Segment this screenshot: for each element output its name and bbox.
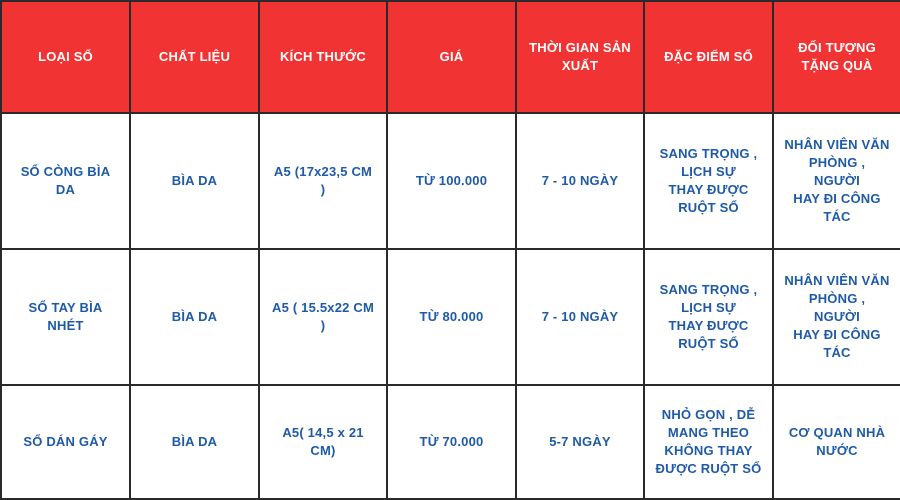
- cell-size: A5 (17x23,5 CM ): [259, 113, 387, 249]
- cell-material: BÌA DA: [130, 385, 259, 499]
- cell-price: TỪ 80.000: [387, 249, 516, 385]
- table-row: [1, 385, 900, 499]
- table-row: [1, 113, 900, 249]
- cell-material: BÌA DA: [130, 249, 259, 385]
- cell-notebook-type: SỔ TAY BÌA NHÉT: [1, 249, 130, 385]
- cell-gift-recipient: CƠ QUAN NHÀ NƯỚC: [773, 385, 900, 499]
- cell-notebook-type: SỔ CÒNG BÌA DA: [1, 113, 130, 249]
- table-header-row: [1, 1, 900, 113]
- header-features: ĐẶC ĐIỂM SỔ: [644, 1, 773, 113]
- cell-features: SANG TRỌNG , LỊCH SỰ THAY ĐƯỢC RUỘT SỔ: [644, 249, 773, 385]
- cell-production-time: 7 - 10 NGÀY: [516, 113, 644, 249]
- header-gift-recipient: ĐỐI TƯỢNG TẶNG QUÀ: [773, 1, 900, 113]
- cell-gift-recipient: NHÂN VIÊN VĂN PHÒNG , NGƯỜI HAY ĐI CÔNG TÁC: [773, 249, 900, 385]
- cell-material: BÌA DA: [130, 113, 259, 249]
- cell-price: TỪ 70.000: [387, 385, 516, 499]
- header-notebook-type: LOẠI SỔ: [1, 1, 130, 113]
- cell-production-time: 5-7 NGÀY: [516, 385, 644, 499]
- cell-gift-recipient: NHÂN VIÊN VĂN PHÒNG , NGƯỜI HAY ĐI CÔNG TÁC: [773, 113, 900, 249]
- table-row: [1, 249, 900, 385]
- cell-features: NHỎ GỌN , DỄ MANG THEO KHÔNG THAY ĐƯỢC RUỘT SỔ: [644, 385, 773, 499]
- header-material: CHẤT LIỆU: [130, 1, 259, 113]
- cell-production-time: 7 - 10 NGÀY: [516, 249, 644, 385]
- cell-size: A5( 14,5 x 21 CM): [259, 385, 387, 499]
- header-production-time: THỜI GIAN SẢN XUẤT: [516, 1, 644, 113]
- cell-features: SANG TRỌNG , LỊCH SỰ THAY ĐƯỢC RUỘT SỔ: [644, 113, 773, 249]
- header-price: GIÁ: [387, 1, 516, 113]
- cell-size: A5 ( 15.5x22 CM ): [259, 249, 387, 385]
- header-size: KÍCH THƯỚC: [259, 1, 387, 113]
- cell-price: TỪ 100.000: [387, 113, 516, 249]
- cell-notebook-type: SỔ DÁN GÁY: [1, 385, 130, 499]
